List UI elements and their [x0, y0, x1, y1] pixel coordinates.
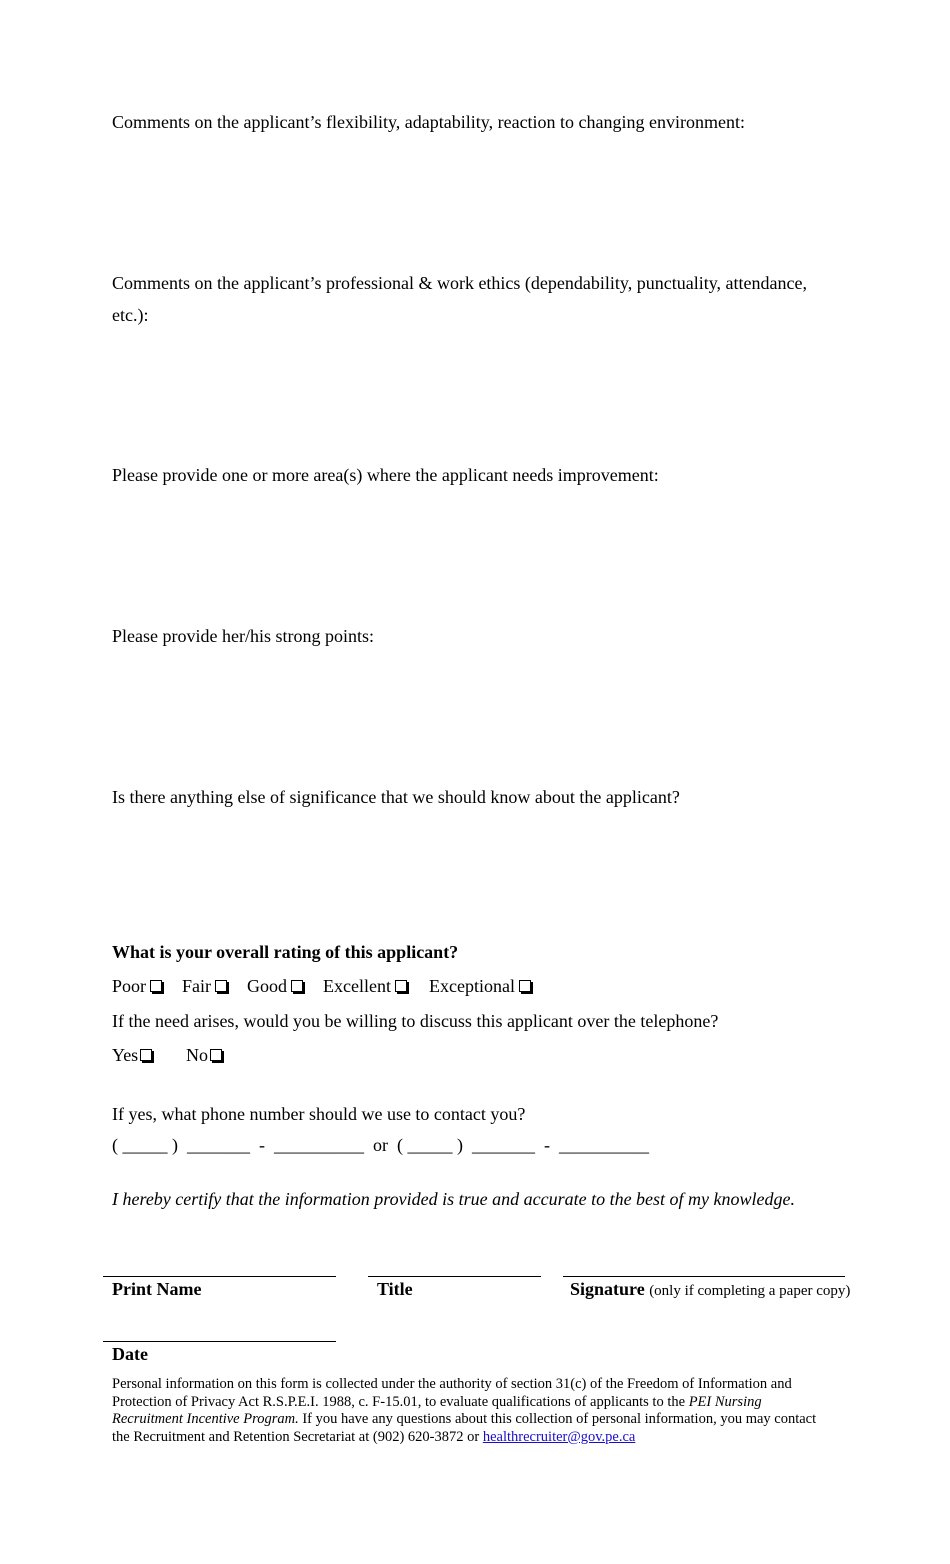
rating-question: What is your overall rating of this applicant?	[112, 942, 459, 962]
rating-option-label: Poor	[112, 976, 147, 996]
telephone-question: If the need arises, would you be willing to discuss this applicant over the telephone?	[112, 1011, 719, 1031]
question-significance: Is there anything else of significance that we should know about the applicant?	[112, 787, 680, 807]
print-name-label: Print Name	[112, 1279, 202, 1299]
signature-line[interactable]	[563, 1276, 845, 1277]
title-line[interactable]	[368, 1276, 541, 1277]
date-label: Date	[112, 1344, 148, 1364]
rating-option-label: Excellent	[323, 976, 391, 996]
question-flexibility: Comments on the applicant’s flexibility, adaptability, reaction to changing environment:	[112, 112, 746, 132]
rating-option-fair[interactable]	[182, 976, 227, 997]
telephone-no-label: No	[186, 1045, 208, 1065]
title-label: Title	[377, 1279, 413, 1299]
telephone-yes-label: Yes	[112, 1045, 139, 1065]
rating-option-exceptional[interactable]	[429, 976, 531, 997]
rating-option-label: Good	[247, 976, 287, 996]
signature-label	[570, 1279, 850, 1300]
phone-field-primary[interactable]: ( _____ ) _______ - __________	[112, 1135, 364, 1155]
checkbox-icon[interactable]	[291, 980, 303, 992]
checkbox-icon[interactable]	[150, 980, 162, 992]
privacy-text-2: If you have any questions about this collection of personal information, you may contact the Recruitment and Retention Secretariat at (902) 620-3872 or	[112, 1411, 817, 1445]
checkbox-icon[interactable]	[519, 980, 531, 992]
print-name-line[interactable]	[103, 1276, 336, 1277]
telephone-no-option[interactable]	[186, 1045, 222, 1066]
rating-option-poor[interactable]	[112, 976, 162, 997]
rating-option-good[interactable]	[247, 976, 303, 997]
checkbox-icon[interactable]	[140, 1049, 152, 1061]
phone-number-fields	[112, 1135, 649, 1156]
checkbox-icon[interactable]	[395, 980, 407, 992]
signature-label-text: Signature	[570, 1279, 645, 1299]
email-link[interactable]: healthrecruiter@gov.pe.ca	[482, 1428, 636, 1445]
privacy-notice	[112, 1376, 832, 1446]
question-ethics: Comments on the applicant’s professional & work ethics (dependability, punctuality, attendance, etc.):	[112, 273, 807, 325]
program-name: PEI Nursing Recruitment Incentive Program.	[112, 1393, 762, 1427]
question-improvement: Please provide one or more area(s) where the applicant needs improvement:	[112, 465, 659, 485]
phone-question: If yes, what phone number should we use to contact you?	[112, 1104, 526, 1124]
phone-or-label: or	[372, 1135, 388, 1155]
signature-note: (only if completing a paper copy)	[649, 1283, 851, 1299]
rating-option-label: Exceptional	[429, 976, 515, 996]
rating-option-label: Fair	[182, 976, 211, 996]
certification-statement: I hereby certify that the information provided is true and accurate to the best of my knowledge.	[112, 1189, 796, 1209]
rating-option-excellent[interactable]	[323, 976, 407, 997]
phone-field-alternate[interactable]: ( _____ ) _______ - __________	[396, 1135, 649, 1155]
date-line[interactable]	[103, 1341, 336, 1342]
privacy-text-1: Personal information on this form is collected under the authority of section 31(c) of the Freedom of Information and Protection of Privacy Act R.S.P.E.I. 1988, c. F-15.01, to evaluate qualifications of applicants to the	[112, 1376, 792, 1410]
question-strong-points: Please provide her/his strong points:	[112, 626, 374, 646]
telephone-yes-option[interactable]	[112, 1045, 152, 1066]
checkbox-icon[interactable]	[215, 980, 227, 992]
checkbox-icon[interactable]	[210, 1049, 222, 1061]
